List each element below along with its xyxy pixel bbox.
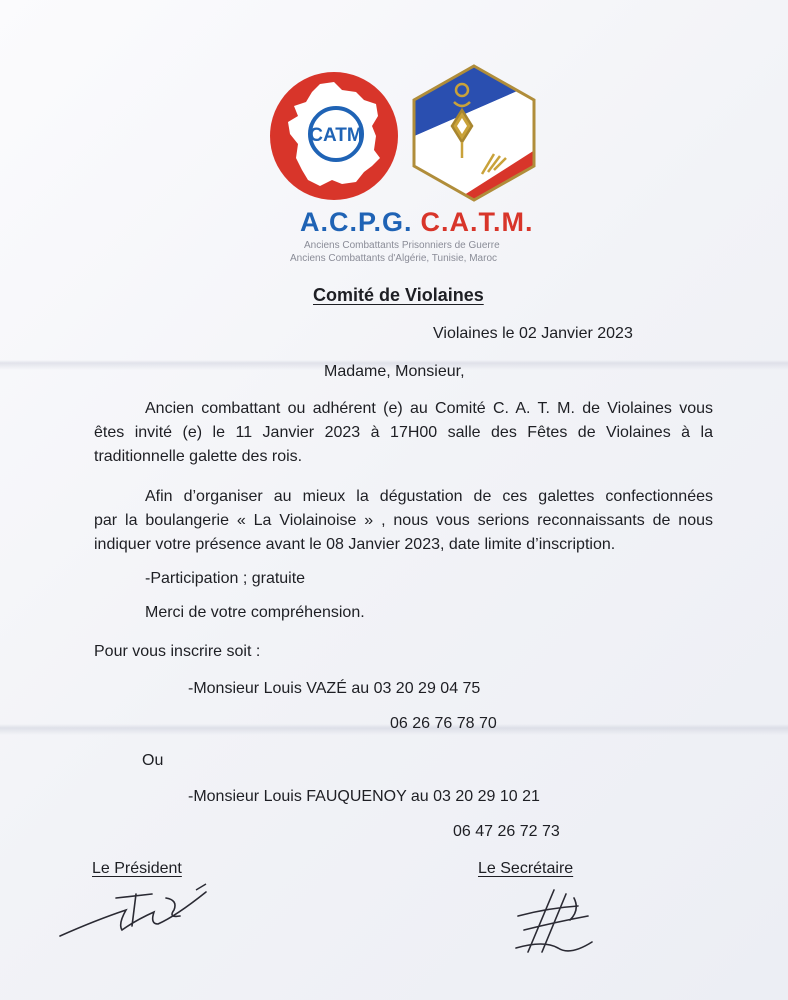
committee-title: Comité de Violaines xyxy=(313,285,484,305)
org-name xyxy=(300,207,534,238)
paragraph1-line2: êtes invité (e) le 11 Janvier 2023 à 17H00 salle des Fêtes de Violaines à la xyxy=(94,424,713,441)
date-line: Violaines le 02 Janvier 2023 xyxy=(433,325,633,342)
org-subtitle-line1: Anciens Combattants Prisonniers de Guerre xyxy=(304,240,500,251)
contact1-line: -Monsieur Louis VAZÉ au 03 20 29 04 75 xyxy=(188,680,481,697)
participation-line: -Participation ; gratuite xyxy=(145,570,306,587)
or-text: Ou xyxy=(142,752,164,769)
president-label: Le Président xyxy=(92,860,182,877)
secretary-signature xyxy=(508,886,600,958)
paragraph2-line2: par la boulangerie « La Violainoise » , nous vous serions reconnaissants de nous xyxy=(94,512,713,529)
paragraph2-line1: Afin d’organiser au mieux la dégustation de ces galettes confectionnées xyxy=(145,488,713,505)
acpg-hexagon-logo xyxy=(410,62,538,204)
salutation: Madame, Monsieur, xyxy=(324,363,465,380)
contact1-phone2: 06 26 76 78 70 xyxy=(390,715,497,732)
contact2-phone2: 06 47 26 72 73 xyxy=(453,823,560,840)
catm-france-logo xyxy=(268,70,400,202)
thanks-line: Merci de votre compréhension. xyxy=(145,604,365,621)
org-name-catm: C.A.T.M. xyxy=(420,207,534,237)
org-subtitle-line2: Anciens Combattants d'Algérie, Tunisie, Maroc xyxy=(290,253,498,264)
org-name-acpg: A.C.P.G. xyxy=(300,207,413,237)
president-signature xyxy=(56,880,216,942)
secretary-label: Le Secrétaire xyxy=(478,860,574,877)
register-intro: Pour vous inscrire soit : xyxy=(94,643,261,660)
contact2-line: -Monsieur Louis FAUQUENOY au 03 20 29 10 21 xyxy=(188,788,540,805)
catm-logo-text: CATM xyxy=(309,125,363,146)
paragraph1-line1: Ancien combattant ou adhérent (e) au Comité C. A. T. M. de Violaines vous xyxy=(145,400,713,417)
paragraph1-line3: traditionnelle galette des rois. xyxy=(94,448,303,465)
paragraph2-line3: indiquer votre présence avant le 08 Janvier 2023, date limite d’inscription. xyxy=(94,536,616,553)
